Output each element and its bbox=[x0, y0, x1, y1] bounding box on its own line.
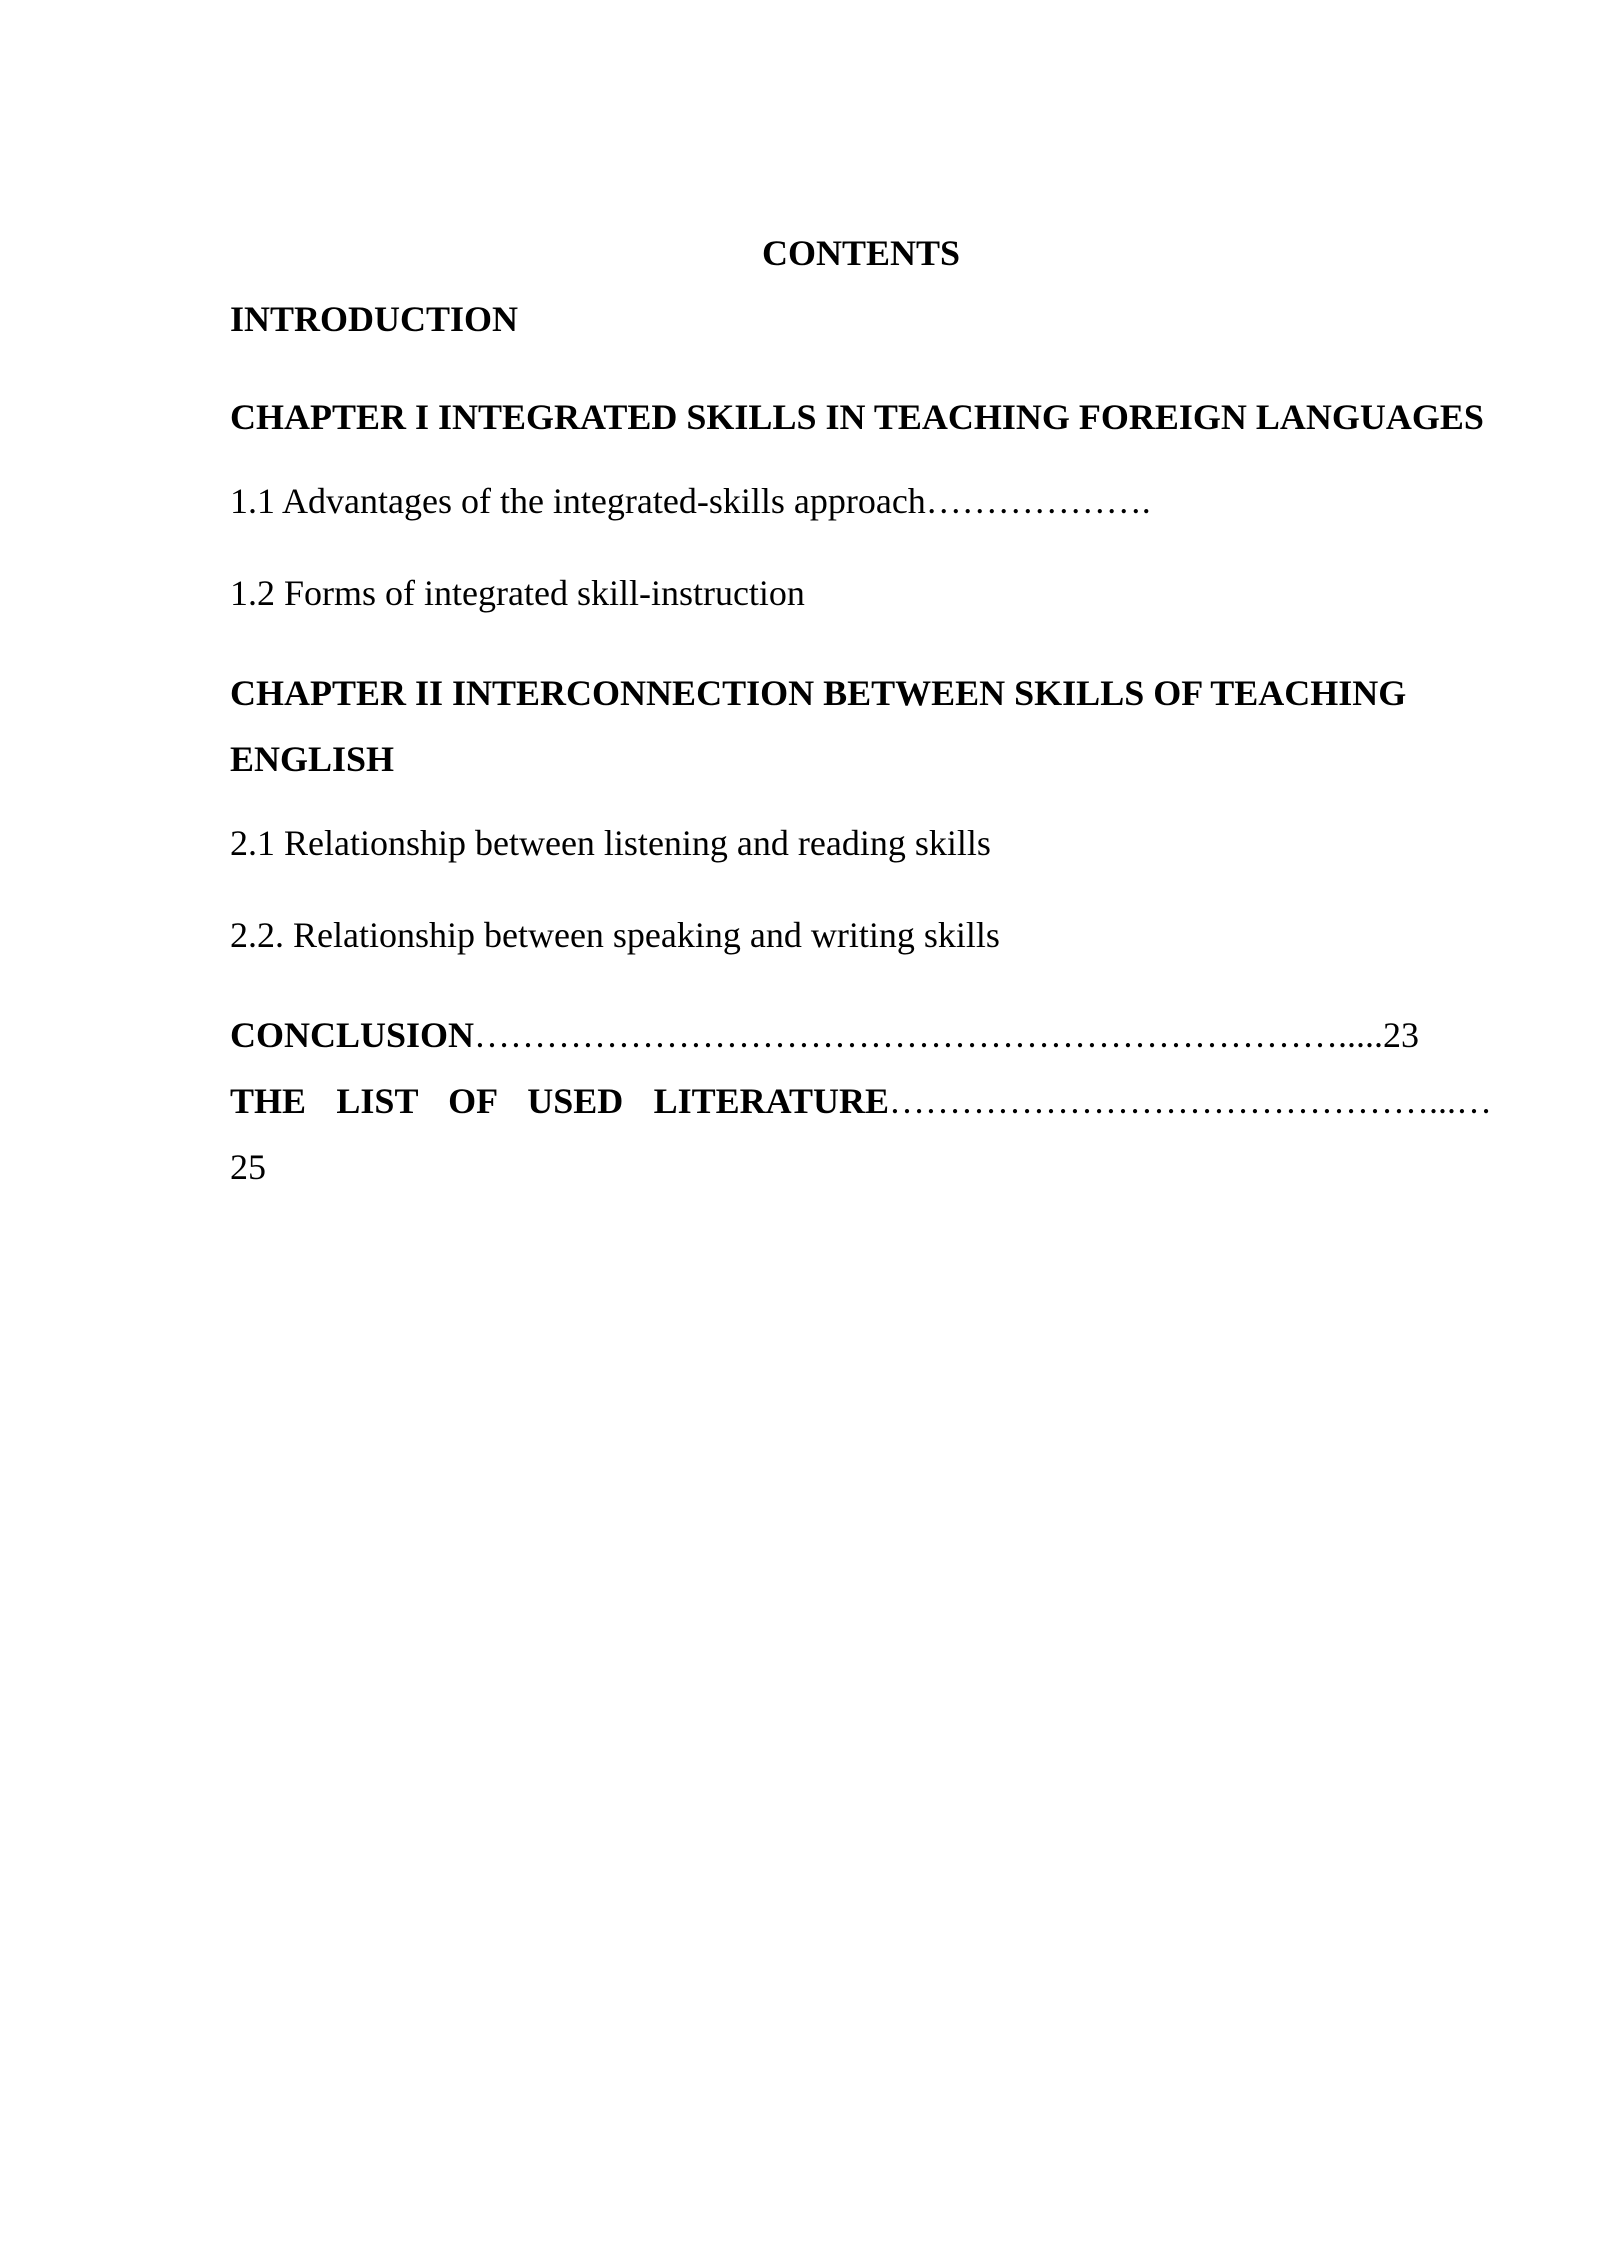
contents-title: CONTENTS bbox=[761, 233, 961, 273]
introduction-heading: INTRODUCTION bbox=[230, 299, 519, 339]
literature-leader: ………………………………………...… bbox=[889, 1081, 1492, 1121]
chapter-1-heading: CHAPTER I INTEGRATED SKILLS IN TEACHING FOREIGN LANGUAGES bbox=[230, 397, 1484, 437]
chapter-2-heading: CHAPTER II INTERCONNECTION BETWEEN SKILLS OF TEACHING ENGLISH bbox=[230, 673, 1407, 779]
conclusion-page-number: 23 bbox=[1383, 1015, 1420, 1055]
section-1-2: 1.2 Forms of integrated skill-instruction bbox=[230, 573, 805, 613]
section-1-1: 1.1 Advantages of the integrated-skills approach………………. bbox=[230, 481, 1151, 521]
section-2-2: 2.2. Relationship between speaking and writing skills bbox=[230, 915, 1000, 955]
section-2-1: 2.1 Relationship between listening and reading skills bbox=[230, 823, 991, 863]
conclusion-leader: ………………………………………………………………..... bbox=[474, 1015, 1384, 1055]
conclusion-entry bbox=[230, 1002, 1492, 1068]
literature-label: THE LIST OF USED LITERATURE bbox=[230, 1081, 889, 1121]
conclusion-label: CONCLUSION bbox=[230, 1015, 475, 1055]
literature-page-line bbox=[230, 1134, 1492, 1200]
table-of-contents bbox=[230, 228, 1492, 1200]
literature-entry bbox=[230, 1068, 1492, 1134]
literature-page-number: 25 bbox=[230, 1147, 266, 1187]
